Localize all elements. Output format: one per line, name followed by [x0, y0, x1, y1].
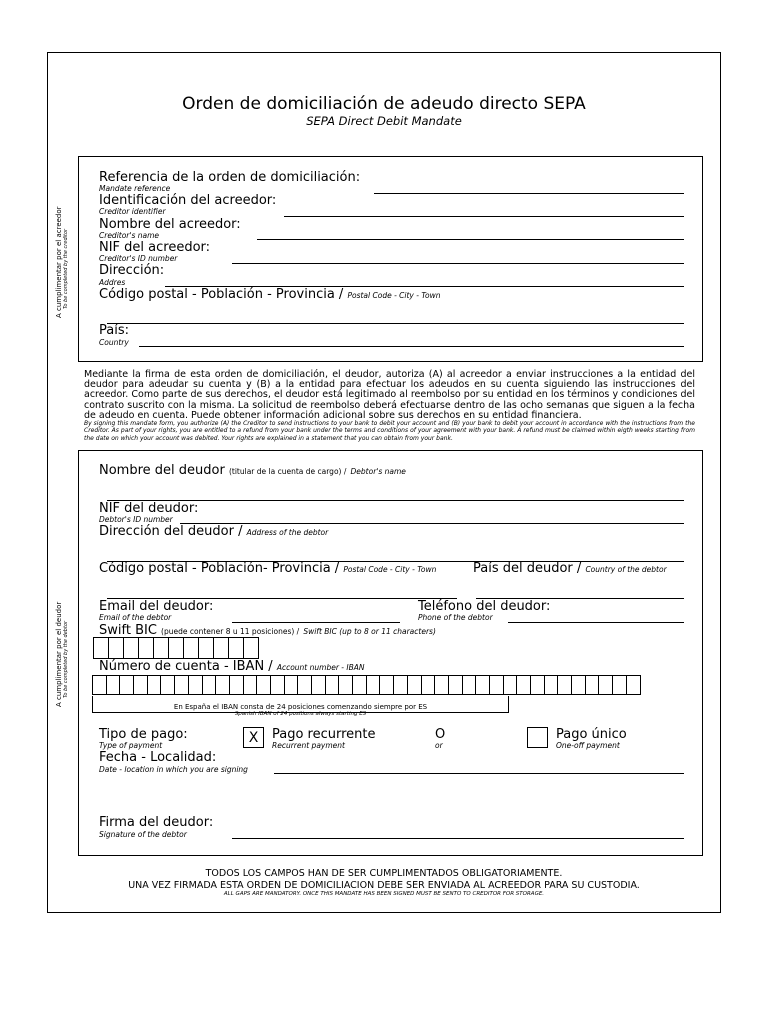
char-cell[interactable]: [188, 675, 203, 695]
char-cell[interactable]: [256, 675, 271, 695]
char-cell[interactable]: [516, 675, 531, 695]
char-cell[interactable]: [434, 675, 449, 695]
char-cell[interactable]: [448, 675, 463, 695]
char-cell[interactable]: [311, 675, 326, 695]
creditor-nif-field[interactable]: [232, 263, 684, 264]
char-cell[interactable]: [147, 675, 162, 695]
char-cell[interactable]: [229, 675, 244, 695]
char-cell[interactable]: [544, 675, 559, 695]
char-cell[interactable]: [585, 675, 600, 695]
char-cell[interactable]: [352, 675, 367, 695]
iban-label: Número de cuenta - IBAN / Account number - IBAN: [99, 659, 365, 674]
or-sub: or: [435, 741, 443, 750]
creditor-postal-label: Código postal - Población - Provincia / Postal Code - City - Town: [99, 287, 441, 302]
legal-text-en: By signing this mandate form, you authorize (A) the Creditor to send instructions to your bank to debit your account and (B) your bank to debit your account in accordance with the instructions from the Creditor. As part of your rights, you are entitled to a refund from your bank under the terms and conditions of your agreement with your bank. A refund must be claimed within eigth weeks starting from the date on which your account was debited. Your rights are explained in a statement that you can obtain from your bank.: [84, 420, 695, 442]
legal-text-es: Mediante la firma de esta orden de domiciliación, el deudor, autoriza (A) al acreedor a enviar instrucciones a la entidad del deudor para adeudar su cuenta y (B) a la entidad para efectuar los adeudos en su cuenta siguiendo las instrucciones del acreedor. Como parte de sus derechos, el deudor está legitimado al reembolso por su entidad en los términos y condiciones del contrato suscrito con la misma. La solicitud de reembolso deberá efectuarse dentro de las ocho semanas que siguen a la fecha de adeudo en cuenta. Puede obtener información adicional sobre sus derechos en su entidad financiera.: [84, 369, 695, 421]
creditor-country-label: País:: [99, 323, 129, 338]
char-cell[interactable]: [503, 675, 518, 695]
char-cell[interactable]: [183, 637, 199, 659]
oneoff-sub: One-off payment: [556, 741, 620, 750]
debtor-address-label: Dirección del deudor / Address of the debtor: [99, 524, 329, 539]
char-cell[interactable]: [557, 675, 572, 695]
oneoff-checkbox[interactable]: [527, 727, 548, 748]
char-cell[interactable]: [138, 637, 154, 659]
creditor-name-label: Nombre del acreedor:: [99, 217, 241, 232]
char-cell[interactable]: [123, 637, 139, 659]
creditor-id-label: Identificación del acreedor:: [99, 193, 277, 208]
recurrent-checkbox[interactable]: X: [243, 727, 264, 748]
char-cell[interactable]: [366, 675, 381, 695]
or-label: O: [435, 727, 446, 742]
char-cell[interactable]: [108, 637, 124, 659]
char-cell[interactable]: [198, 637, 214, 659]
creditor-country-field[interactable]: [139, 346, 684, 347]
creditor-name-sub: Creditor's name: [99, 231, 160, 240]
char-cell[interactable]: [475, 675, 490, 695]
debtor-email-sub: Email of the debtor: [99, 613, 172, 622]
iban-note: En España el IBAN consta de 24 posiciones comenzando siempre por ES: [173, 703, 428, 711]
debtor-name-label: Nombre del deudor (titular de la cuenta de cargo) / Debtor's name: [99, 463, 406, 478]
creditor-postal-field[interactable]: [107, 323, 684, 324]
recurrent-label: Pago recurrente: [272, 727, 376, 742]
mandate-ref-sub: Mandate reference: [99, 184, 171, 193]
iban-input[interactable]: [92, 675, 640, 695]
page-title: Orden de domiciliación de adeudo directo SEPA: [182, 94, 586, 114]
debtor-postal-label: Código postal - Población- Provincia / Postal Code - City - Town: [99, 561, 437, 576]
char-cell[interactable]: [243, 675, 258, 695]
char-cell[interactable]: [379, 675, 394, 695]
char-cell[interactable]: [393, 675, 408, 695]
oneoff-label: Pago único: [556, 727, 627, 742]
char-cell[interactable]: [228, 637, 244, 659]
iban-note-en: Spanish IBAN of 24 positions always starting ES: [234, 711, 367, 717]
swift-bic-input[interactable]: [93, 637, 258, 659]
char-cell[interactable]: [92, 675, 107, 695]
page-subtitle: SEPA Direct Debit Mandate: [306, 114, 462, 128]
char-cell[interactable]: [598, 675, 613, 695]
payment-type-label: Tipo de pago:: [99, 727, 188, 742]
recurrent-sub: Recurrent payment: [272, 741, 345, 750]
char-cell[interactable]: [284, 675, 299, 695]
char-cell[interactable]: [160, 675, 175, 695]
char-cell[interactable]: [174, 675, 189, 695]
debtor-country-label: País del deudor / Country of the debtor: [473, 561, 667, 576]
char-cell[interactable]: [407, 675, 422, 695]
char-cell[interactable]: [133, 675, 148, 695]
creditor-country-sub: Country: [99, 338, 129, 347]
char-cell[interactable]: [153, 637, 169, 659]
debtor-nif-label: NIF del deudor:: [99, 501, 199, 516]
char-cell[interactable]: [612, 675, 627, 695]
mandate-ref-field[interactable]: [374, 193, 684, 194]
char-cell[interactable]: [168, 637, 184, 659]
debtor-side-label: A cumplimentar por el deudor To be completed by the debtor: [55, 601, 69, 707]
char-cell[interactable]: [270, 675, 285, 695]
char-cell[interactable]: [243, 637, 259, 659]
signature-label: Firma del deudor:: [99, 815, 214, 830]
signature-field[interactable]: [232, 838, 684, 839]
char-cell[interactable]: [106, 675, 121, 695]
footer-line-3: ALL GAPS ARE MANDATORY. ONCE THIS MANDATE HAS BEEN SIGNED MUST BE SENTO TO CREDITOR FOR STORAGE.: [223, 891, 545, 897]
char-cell[interactable]: [489, 675, 504, 695]
char-cell[interactable]: [571, 675, 586, 695]
char-cell[interactable]: [93, 637, 109, 659]
debtor-phone-label: Teléfono del deudor:: [418, 599, 551, 614]
char-cell[interactable]: [202, 675, 217, 695]
signature-sub: Signature of the debtor: [99, 830, 187, 839]
footer-line-1: TODOS LOS CAMPOS HAN DE SER CUMPLIMENTADOS OBLIGATORIAMENTE.: [205, 868, 563, 879]
creditor-nif-sub: Creditor's ID number: [99, 254, 178, 263]
date-location-field[interactable]: [274, 773, 684, 774]
debtor-nif-sub: Debtor's ID number: [99, 515, 173, 524]
char-cell[interactable]: [215, 675, 230, 695]
creditor-name-field[interactable]: [257, 239, 684, 240]
mandate-ref-label: Referencia de la orden de domiciliación:: [99, 170, 361, 185]
payment-type-sub: Type of payment: [99, 741, 163, 750]
char-cell[interactable]: [213, 637, 229, 659]
swift-label: Swift BIC (puede contener 8 u 11 posiciones) / Swift BIC (up to 8 or 11 characters): [99, 623, 436, 638]
footer-line-2: UNA VEZ FIRMADA ESTA ORDEN DE DOMICILIACION DEBE SER ENVIADA AL ACREEDOR PARA SU CUSTODIA.: [128, 880, 640, 891]
creditor-id-sub: Creditor identifier: [99, 207, 166, 216]
creditor-nif-label: NIF del acreedor:: [99, 240, 211, 255]
char-cell[interactable]: [421, 675, 436, 695]
date-location-label: Fecha - Localidad:: [99, 750, 217, 765]
char-cell[interactable]: [462, 675, 477, 695]
creditor-id-field[interactable]: [284, 216, 684, 217]
char-cell[interactable]: [530, 675, 545, 695]
debtor-email-label: Email del deudor:: [99, 599, 214, 614]
date-location-sub: Date - location in which you are signing: [99, 765, 248, 774]
creditor-address-sub: Addres: [99, 278, 126, 287]
char-cell[interactable]: [119, 675, 134, 695]
creditor-address-label: Dirección:: [99, 263, 165, 278]
char-cell[interactable]: [297, 675, 312, 695]
char-cell[interactable]: [338, 675, 353, 695]
char-cell[interactable]: [626, 675, 641, 695]
debtor-phone-sub: Phone of the debtor: [418, 613, 493, 622]
creditor-side-label: A cumplimentar por el acreedor To be completed by the creditor: [55, 206, 69, 318]
char-cell[interactable]: [325, 675, 340, 695]
debtor-phone-field[interactable]: [508, 622, 684, 623]
